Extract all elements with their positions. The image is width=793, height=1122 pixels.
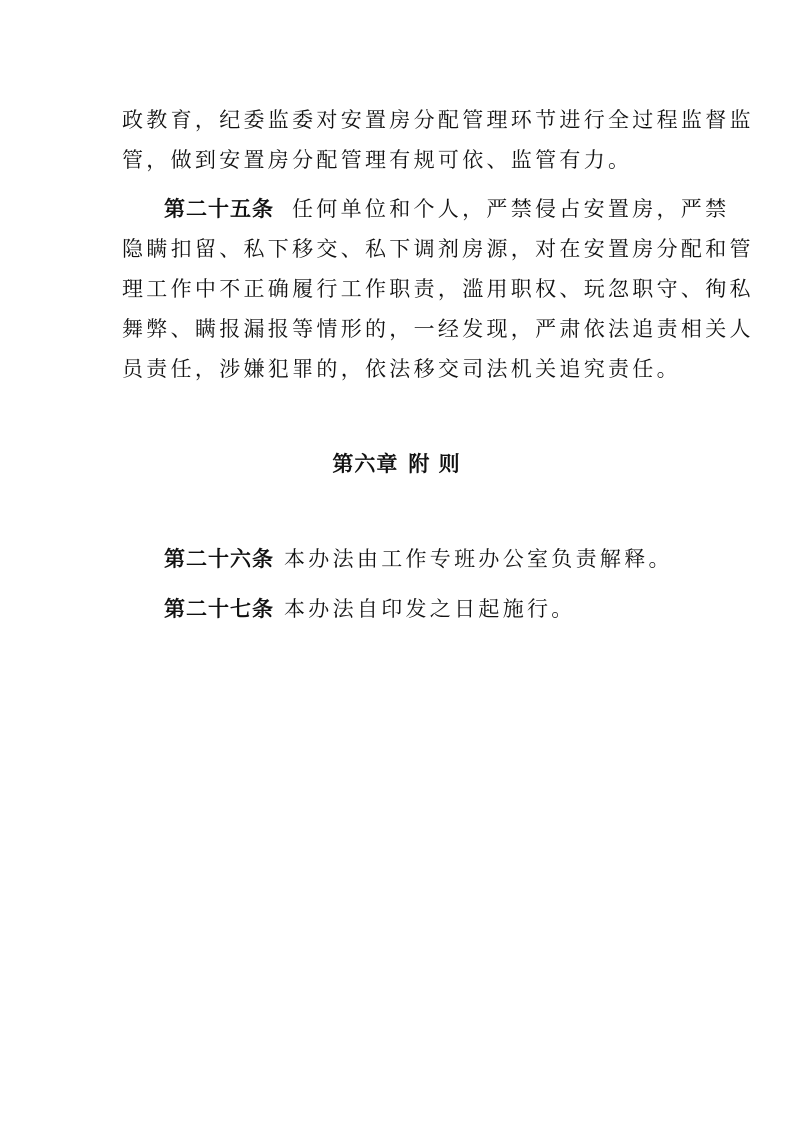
chapter-heading — [0, 450, 793, 478]
article-27-heading: 第二十七条 — [164, 597, 274, 621]
article-25-line: 隐瞒扣留、私下移交、私下调剂房源，对在安置房分配和管 — [122, 237, 754, 261]
article-25-line — [164, 195, 730, 223]
chapter-number: 第六章 — [332, 452, 399, 476]
paragraph-line: 政教育，纪委监委对安置房分配管理环节进行全过程监督监 — [122, 108, 754, 132]
article-25-line: 舞弊、瞒报漏报等情形的，一经发现，严肃依法追责相关人 — [122, 317, 754, 341]
article-25-line: 理工作中不正确履行工作职责，滥用职权、玩忽职守、徇私 — [122, 277, 754, 301]
paragraph-line: 管，做到安置房分配管理有规可依、监管有力。 — [122, 148, 633, 172]
article-26-heading: 第二十六条 — [164, 547, 274, 571]
article-25-heading: 第二十五条 — [164, 197, 274, 221]
chapter-title: 附 则 — [408, 452, 461, 476]
article-27-text: 本办法自印发之日起施行。 — [284, 597, 576, 621]
article-27-line — [164, 595, 724, 623]
article-26-line — [164, 545, 724, 573]
article-25-line: 员责任，涉嫌犯罪的，依法移交司法机关追究责任。 — [122, 357, 681, 381]
article-26-text: 本办法由工作专班办公室负责解释。 — [284, 547, 673, 571]
article-25-text: 任何单位和个人，严禁侵占安置房，严禁 — [292, 197, 730, 221]
